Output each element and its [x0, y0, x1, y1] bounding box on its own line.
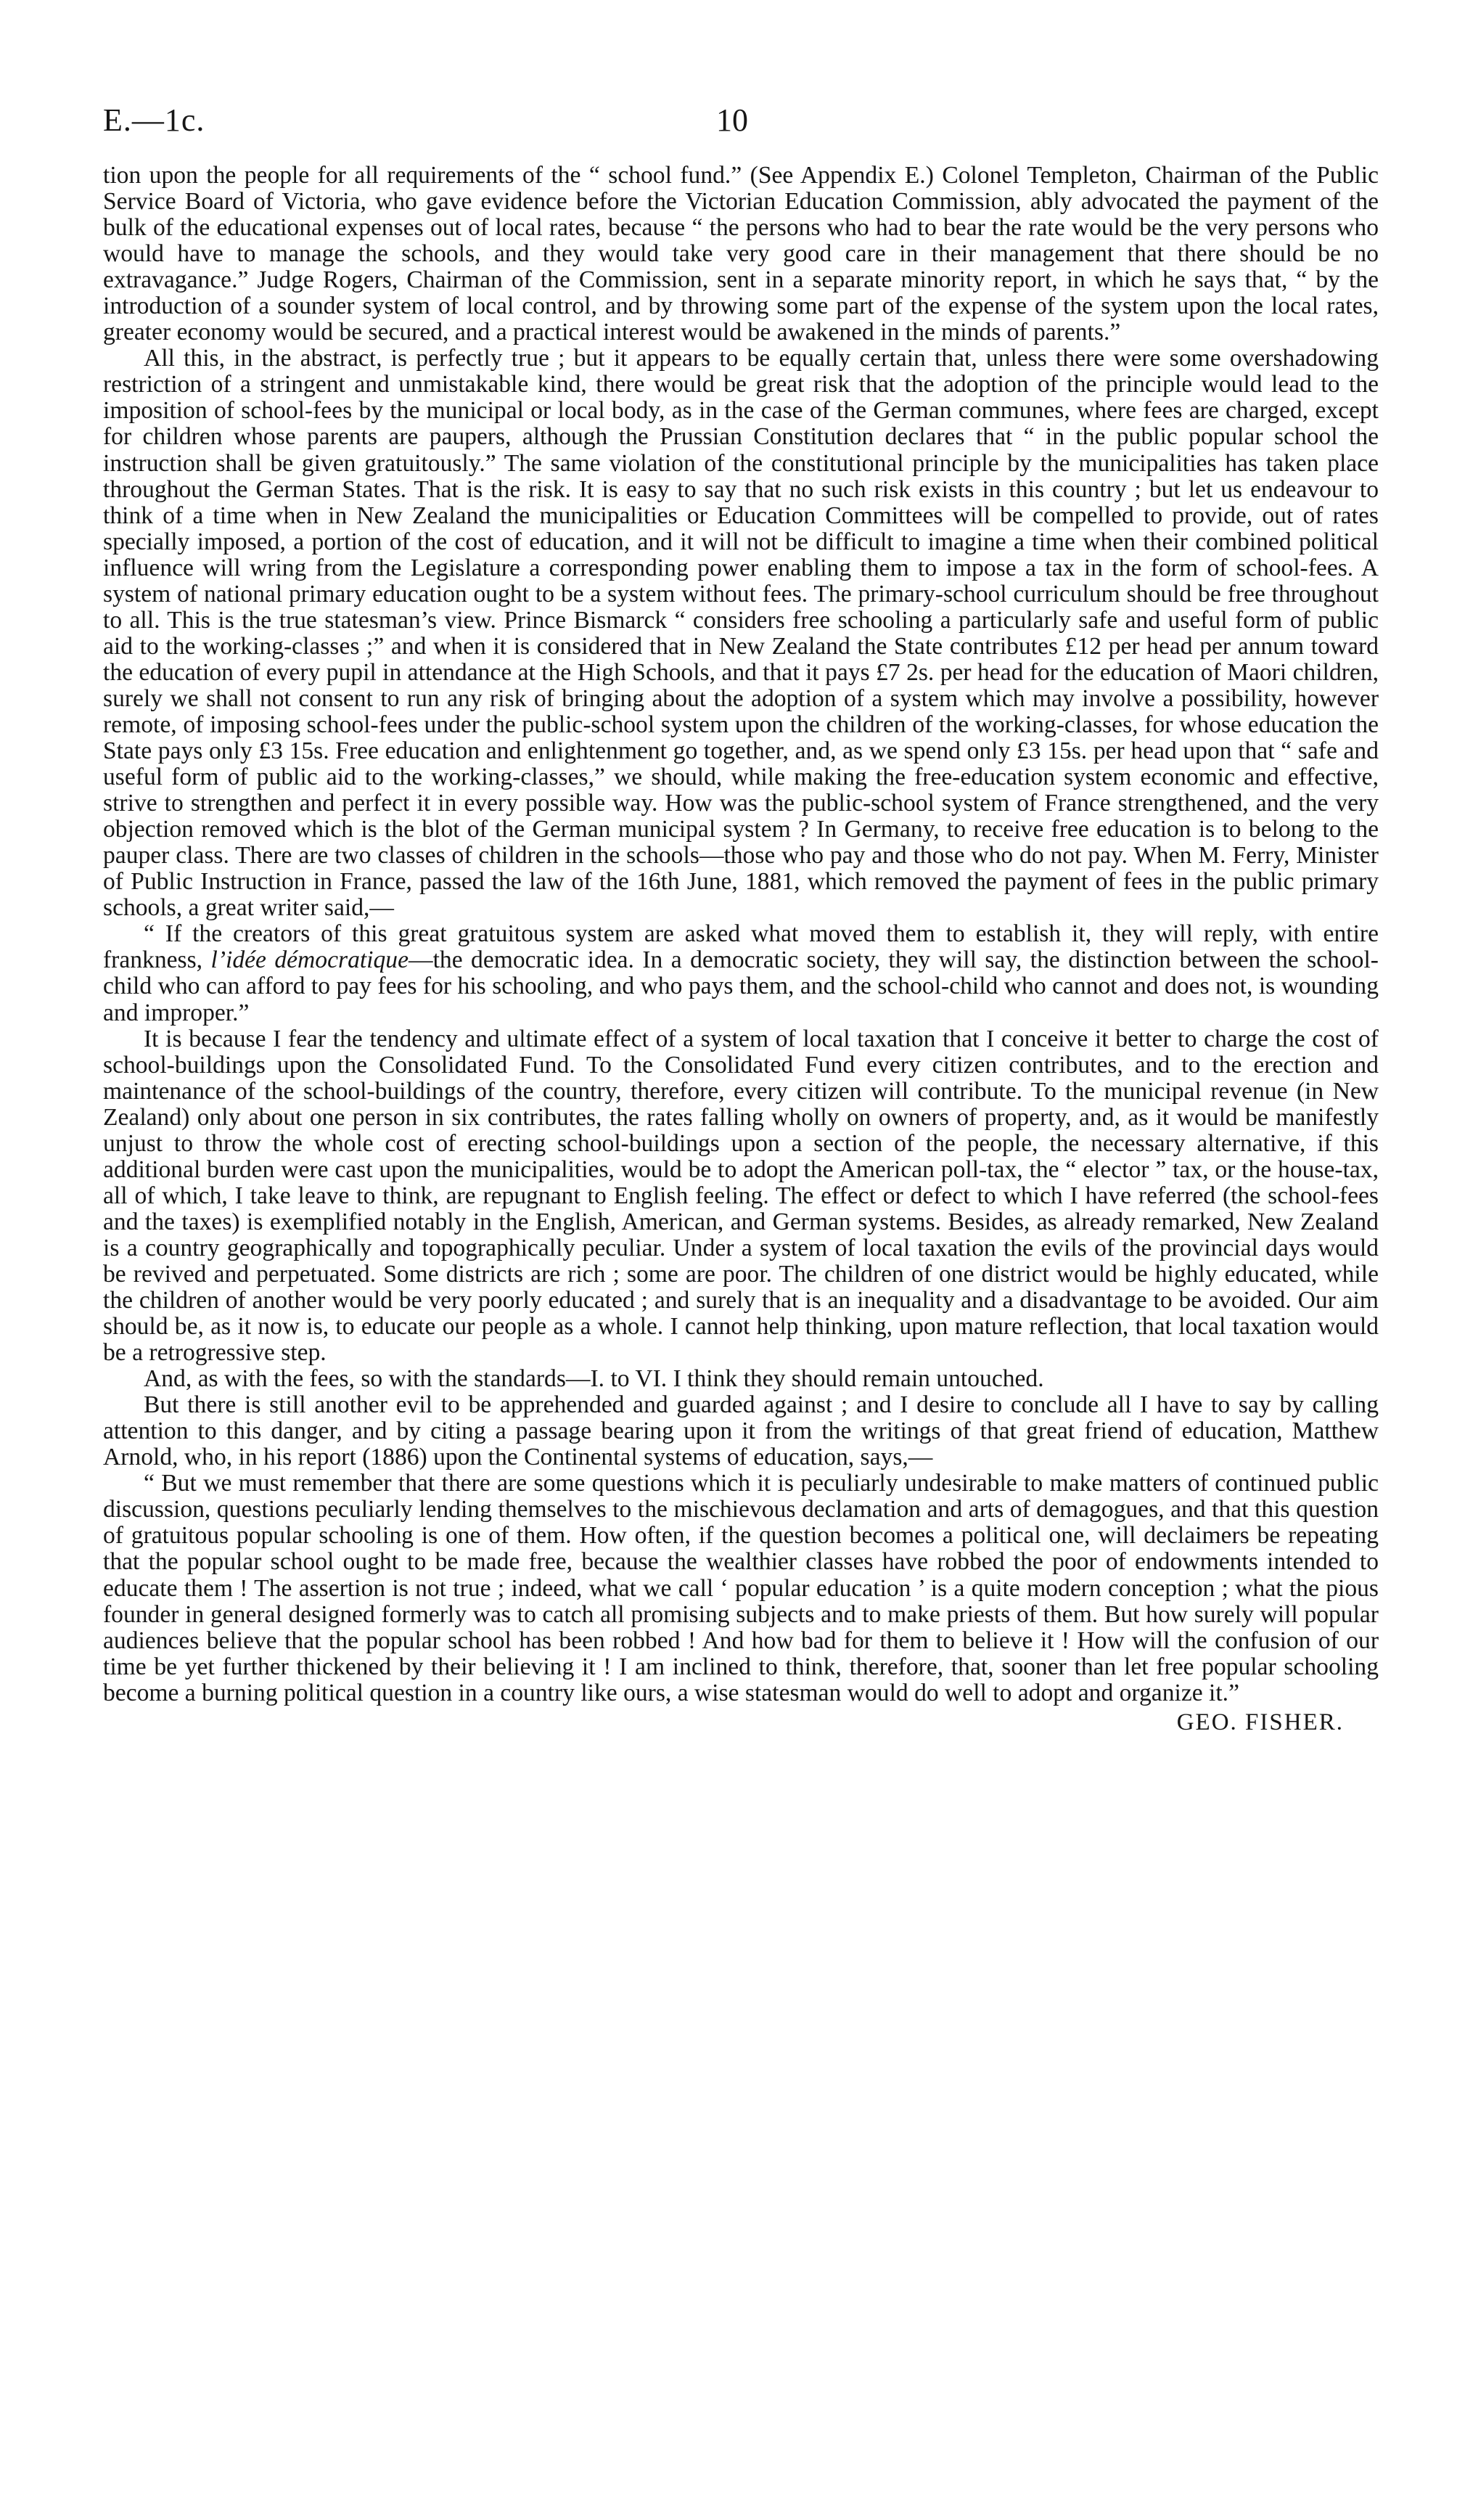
quote-democratic-idea: [103, 921, 1379, 1026]
paragraph-risk-of-fees: All this, in the abstract, is perfectly true ; but it appears to be equally certain that, unless there were some overshadowing restriction of a stringent and unmistakable kind, there would be great risk that the adoption of the principle would lead to the imposition of school-fees by the municipal or local body, as in the case of the German communes, where fees are charged, except for children whose parents are paupers, although the Prussian Constitution declares that “ in the public popular school the instruction shall be given gratuitously.” The same violation of the constitutional principle by the municipalities has taken place throughout the German States. That is the risk. It is easy to say that no such risk exists in this country ; but let us endeavour to think of a time when in New Zealand the municipalities or Education Committees will be compelled to provide, out of rates specially imposed, a portion of the cost of education, and it will not be difficult to imagine a time when their combined political influence will wring from the Legislature a corresponding power enabling them to impose a tax in the form of school-fees. A system of national primary education ought to be a system without fees. The primary-school curriculum should be free throughout to all. This is the true statesman’s view. Prince Bismarck “ considers free schooling a particularly safe and useful form of public aid to the working-classes ;” and when it is considered that in New Zealand the State contributes £12 per head per annum toward the education of every pupil in attendance at the High Schools, and that it pays £7 2s. per head for the education of Maori children, surely we shall not consent to run any risk of bringing about the adoption of a system which may involve a possibility, however remote, of imposing school-fees under the public-school system upon the children of the working-classes, for whose education the State pays only £3 15s. Free education and enlightenment go together, and, as we spend only £3 15s. per head upon that “ safe and useful form of public aid to the working-classes,” we should, while making the free-education system economic and effective, strive to strengthen and perfect it in every possible way. How was the public-school system of France strengthened, and the very objection removed which is the blot of the German municipal system ? In Germany, to receive free education is to belong to the pauper class. There are two classes of children in the schools—those who pay and those who do not pay. When M. Ferry, Minister of Public Instruction in France, passed the law of the 16th June, 1881, which removed the payment of fees in the public primary schools, a great writer said,—: [103, 345, 1379, 922]
paragraph-local-taxation: It is because I fear the tendency and ultimate effect of a system of local taxation that I conceive it better to charge the cost of school-buildings upon the Consolidated Fund. To the Consolidated Fund every citizen contributes, and to the erection and maintenance of the school-buildings of the country, therefore, every citizen will contribute. To the municipal revenue (in New Zealand) only about one person in six contributes, the rates falling wholly on owners of property, and, as it would be manifestly unjust to throw the whole cost of erecting school-buildings upon a section of the people, the necessary alternative, if this additional burden were cast upon the municipalities, would be to adopt the American poll-tax, the “ elector ” tax, or the house-tax, all of which, I take leave to think, are repugnant to English feeling. The effect or defect to which I have referred (the school-fees and the taxes) is exemplified notably in the English, American, and German systems. Besides, as already remarked, New Zealand is a country geographically and topographically peculiar. Under a system of local taxation the evils of the provincial days would be revived and perpetuated. Some districts are rich ; some are poor. The children of one district would be highly educated, while the children of another would be very poorly educated ; and surely that is an inequality and a disadvantage to be avoided. Our aim should be, as it now is, to educate our people as a whole. I cannot help thinking, upon mature reflection, that local taxation would be a retrogressive step.: [103, 1025, 1379, 1367]
page-number: 10: [716, 102, 748, 138]
quote-text-start: “ If the creators of this great gratuitous system are asked what moved them to establish it, they will reply, with entire frankness,: [103, 920, 1379, 974]
quote-text-end: —the democratic idea. In a democratic society, they will say, the distinction between the school-child who can afford to pay fees for his schooling, and who pays them, and the school-child who cannot and does not, is wounding and improper.”: [103, 946, 1379, 1026]
quote-emphasis: l’idée démocratique: [210, 946, 409, 974]
quote-matthew-arnold: “ But we must remember that there are some questions which it is peculiarly undesirable to make matters of continued public discussion, questions peculiarly lending themselves to the mischievous declamation and arts of demagogues, and that this question of gratuitous popular schooling is one of them. How often, if the question becomes a political one, will declaimers be repeating that the popular school ought to be made free, because the wealthier classes have robbed the poor of endowments intended to educate them ! The assertion is not true ; indeed, what we call ‘ popular education ’ is a quite modern conception ; what the pious founder in general designed formerly was to catch all promising subjects and to make priests of them. But how surely will popular audiences believe that the popular school has been robbed ! And how bad for them to believe it ! How will the confusion of our time be yet further thickened by their believing it ! I am inclined to think, therefore, that, sooner than let free popular schooling become a burning political question in a country like ours, a wise statesman would do well to adopt and organize it.”: [103, 1470, 1379, 1706]
paragraph-standards: And, as with the fees, so with the standards—I. to VI. I think they should remain untouched.: [144, 1365, 1044, 1393]
paragraph-another-evil: But there is still another evil to be apprehended and guarded against ; and I desire to conclude all I have to say by calling attention to this danger, and by citing a passage bearing upon it from the writings of that great friend of education, Matthew Arnold, who, in his report (1886) upon the Continental systems of education, says,—: [103, 1391, 1379, 1471]
paragraph-continued: tion upon the people for all requirements of the “ school fund.” (See Appendix E.) Colonel Templeton, Chairman of the Public Service Board of Victoria, who gave evidence before the Victorian Education Commission, ably advocated the payment of the bulk of the educational expenses out of local rates, because “ the persons who had to bear the rate would be the very persons who would have to manage the schools, and they would take very good care in their management that there should be no extravagance.” Judge Rogers, Chairman of the Commission, sent in a separate minority report, in which he says that, “ by the introduction of a sounder system of local control, and by throwing some part of the expense of the system upon the local rates, greater economy would be secured, and a practical interest would be awakened in the minds of parents.”: [103, 162, 1379, 346]
body-text: [103, 163, 1379, 1706]
signature: GEO. FISHER.: [1176, 1709, 1344, 1735]
series-code: E.—1c.: [103, 102, 205, 138]
page-header: [103, 102, 1379, 154]
